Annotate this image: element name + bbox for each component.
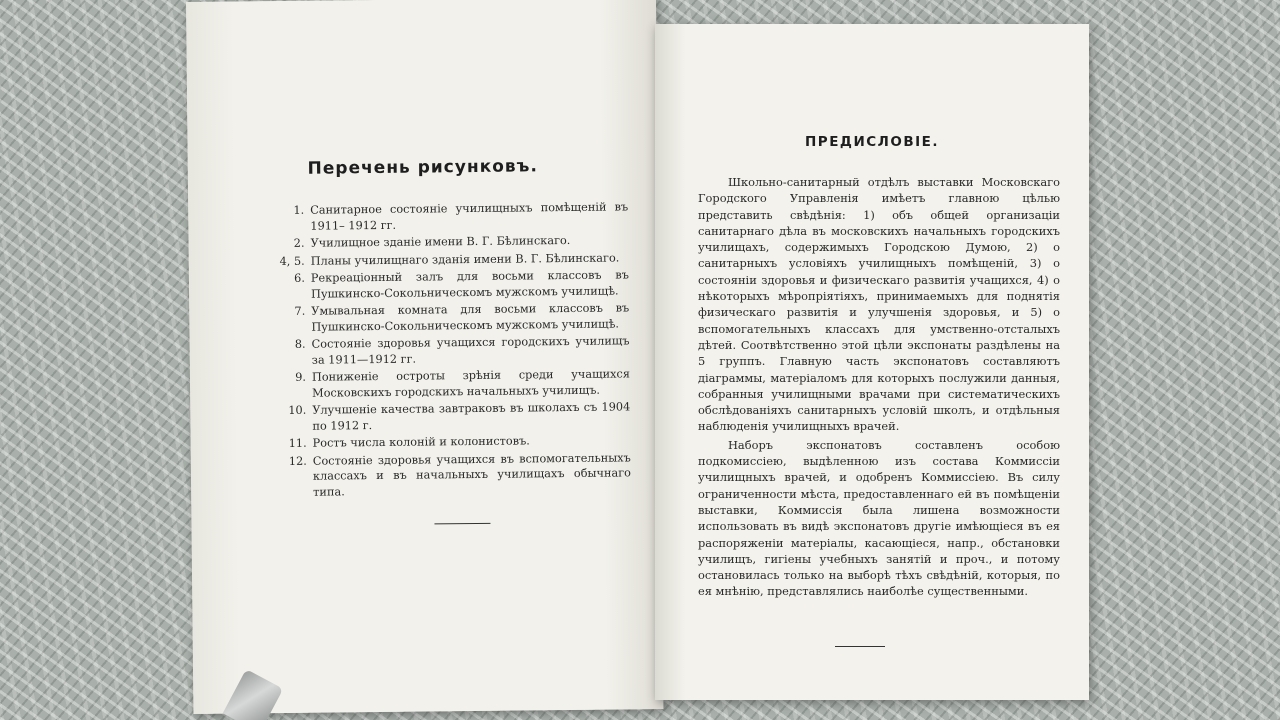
list-item	[270, 366, 630, 401]
item-text: Рекреаціонный залъ для восьми классовъ въ Пушкинско-Сокольническомъ мужскомъ училищѣ.	[310, 268, 629, 301]
preface-paragraph: Школьно-санитарный отдѣлъ выставки Московскаго Городского Управленія имѣетъ главною цѣлью представить свѣдѣнія: 1) объ общей организаціи санитарнаго дѣла въ московскихъ начальныхъ городскихъ училищахъ, содержимыхъ Городскою Думою, 2) о санитарныхъ условіяхъ училищныхъ помѣщеній, 3) о состояніи здоровья и физическаго развитія учащихся, 4) о нѣкоторыхъ мѣропріятіяхъ, принимаемыхъ для поднятія физическаго развитія и улучшенія здоровья, и 5) о вспомогательныхъ классахъ для умственно-отсталыхъ дѣтей. Соотвѣтственно этой цѣли экспонаты раздѣлены на 5 группъ. Главную часть экспонатовъ составляютъ діаграммы, матеріаломъ для которыхъ послужили данныя, собранныя училищными врачами при систематическихъ обслѣдованіяхъ санитарныхъ условій школъ, и отдѣльныя наблюденія училищныхъ врачей.	[698, 175, 1060, 434]
list-item	[269, 250, 629, 269]
list-of-figures-title: Перечень рисунковъ.	[307, 156, 538, 179]
item-text: Пониженіе остроты зрѣнія среди учащихся Московскихъ городскихъ начальныхъ училищъ.	[311, 367, 630, 400]
item-number: 2.	[293, 236, 305, 250]
left-page	[186, 0, 663, 714]
item-text: Состояніе здоровья учащихся городскихъ училищъ за 1911—1912 гг.	[311, 334, 630, 367]
item-text: Санитарное состояніе училищныхъ помѣщеній въ 1911– 1912 гг.	[310, 200, 629, 233]
item-text: Ростъ числа колоній и колонистовъ.	[312, 434, 530, 450]
list-item	[268, 232, 628, 251]
item-number: 11.	[288, 436, 307, 450]
preface-text	[698, 174, 1060, 600]
list-item	[270, 399, 630, 434]
list-item	[269, 267, 629, 302]
item-text: Планы училищнаго зданія имени В. Г. Бѣлинскаго.	[310, 250, 620, 268]
item-text: Состояніе здоровья учащихся въ вспомогательныхъ классахъ и въ начальныхъ училищахъ обычнаго типа.	[312, 450, 632, 499]
end-rule	[835, 646, 885, 647]
item-text: Улучшеніе качества завтраковъ въ школахъ съ 1904 по 1912 г.	[312, 400, 631, 433]
list-item	[269, 300, 629, 335]
item-number: 9.	[295, 370, 307, 384]
item-number: 7.	[294, 304, 306, 318]
preface-paragraph: Наборъ экспонатовъ составленъ особою подкомиссіею, выдѣленною изъ состава Коммиссіи училищныхъ врачей, и одобренъ Коммиссіею. Въ силу ограниченности мѣста, предоставленнаго ей въ помѣщеніи выставки, Коммиссія была лишена возможности использовать въ видѣ экспонатовъ другіе имѣющіеся въ ея распоряженіи матеріалы, касающіеся, напр., обстановки училищъ, гигіены учебныхъ занятій и проч., и потому остановилась только на выборѣ тѣхъ свѣдѣній, которыя, по ея мнѣнію, представлялись наиболѣе существенными.	[698, 437, 1060, 599]
item-number: 8.	[294, 337, 306, 351]
end-rule	[434, 523, 490, 525]
right-page	[655, 24, 1089, 700]
item-number: 10.	[288, 403, 307, 417]
list-item	[271, 450, 631, 500]
figure-list	[268, 199, 631, 502]
preface-title: ПРЕДИСЛОВІЕ.	[805, 134, 939, 150]
item-text: Умывальная комната для восьми классовъ въ Пушкинско-Сокольническомъ мужскомъ училищѣ.	[311, 301, 630, 334]
item-number: 1.	[293, 203, 305, 217]
item-number: 12.	[288, 454, 307, 468]
item-number: 6.	[294, 271, 305, 285]
list-item	[268, 199, 628, 234]
item-text: Училищное зданіе имени В. Г. Бѣлинскаго.	[310, 233, 571, 250]
list-item	[270, 333, 630, 368]
item-number: 4, 5.	[279, 254, 305, 268]
list-item	[271, 432, 631, 451]
